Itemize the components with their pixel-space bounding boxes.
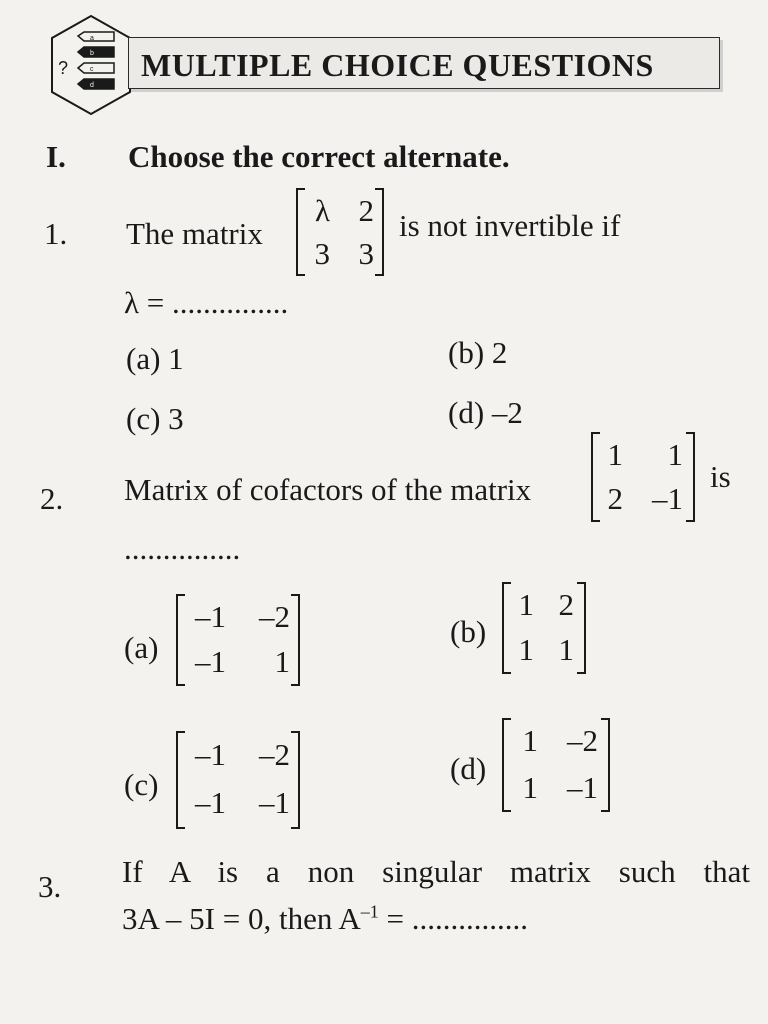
header-title-box: [128, 37, 720, 89]
question-number-1: 1.: [44, 216, 68, 251]
question-1-blank: λ = ...............: [124, 285, 289, 320]
question-3-line-2: 3A – 5I = 0, then $A^{-1}$ = ...............: [122, 901, 529, 936]
mcq-hexagon-icon: [48, 14, 134, 116]
page-title: MULTIPLE CHOICE QUESTIONS: [141, 47, 654, 83]
svg-text:a: a: [90, 35, 94, 42]
question-2-option-a-label: (a): [124, 630, 159, 665]
question-1-matrix: λ 2 3 3: [296, 188, 384, 276]
question-1-text-after: is not invertible if: [399, 208, 621, 243]
question-2-option-b-matrix: 1 2 1 1: [502, 582, 586, 674]
question-1-text-before: The matrix: [126, 216, 263, 251]
question-2-matrix: 1 1 2 –1: [591, 432, 695, 522]
question-2-text-after: is: [710, 459, 731, 494]
question-1-option-a: (a) 1: [126, 341, 184, 376]
question-2-option-c-label: (c): [124, 767, 159, 802]
question-1-option-d: (d) –2: [448, 395, 523, 430]
question-2-option-d-matrix: 1 –2 1 –1: [502, 718, 610, 812]
svg-text:b: b: [90, 50, 94, 57]
section-number: I.: [46, 139, 66, 174]
svg-text:d: d: [90, 82, 94, 89]
section-heading: Choose the correct alternate.: [128, 139, 510, 174]
svg-text:c: c: [90, 66, 94, 73]
question-2-blank: ...............: [124, 531, 241, 566]
question-1-option-b: (b) 2: [448, 335, 508, 370]
question-2-option-a-matrix: –1 –2 –1 1: [176, 594, 300, 686]
question-1-option-c: (c) 3: [126, 401, 184, 436]
question-number-2: 2.: [40, 481, 64, 516]
question-2-text-before: Matrix of cofactors of the matrix: [124, 472, 532, 507]
question-3-line-1: If A is a non singular matrix such that: [122, 854, 750, 889]
question-2-option-b-label: (b): [450, 614, 487, 649]
question-number-3: 3.: [38, 869, 62, 904]
question-2-option-c-matrix: –1 –2 –1 –1: [176, 731, 300, 829]
question-2-option-d-label: (d): [450, 751, 487, 786]
question-mark-glyph: ?: [58, 58, 69, 78]
